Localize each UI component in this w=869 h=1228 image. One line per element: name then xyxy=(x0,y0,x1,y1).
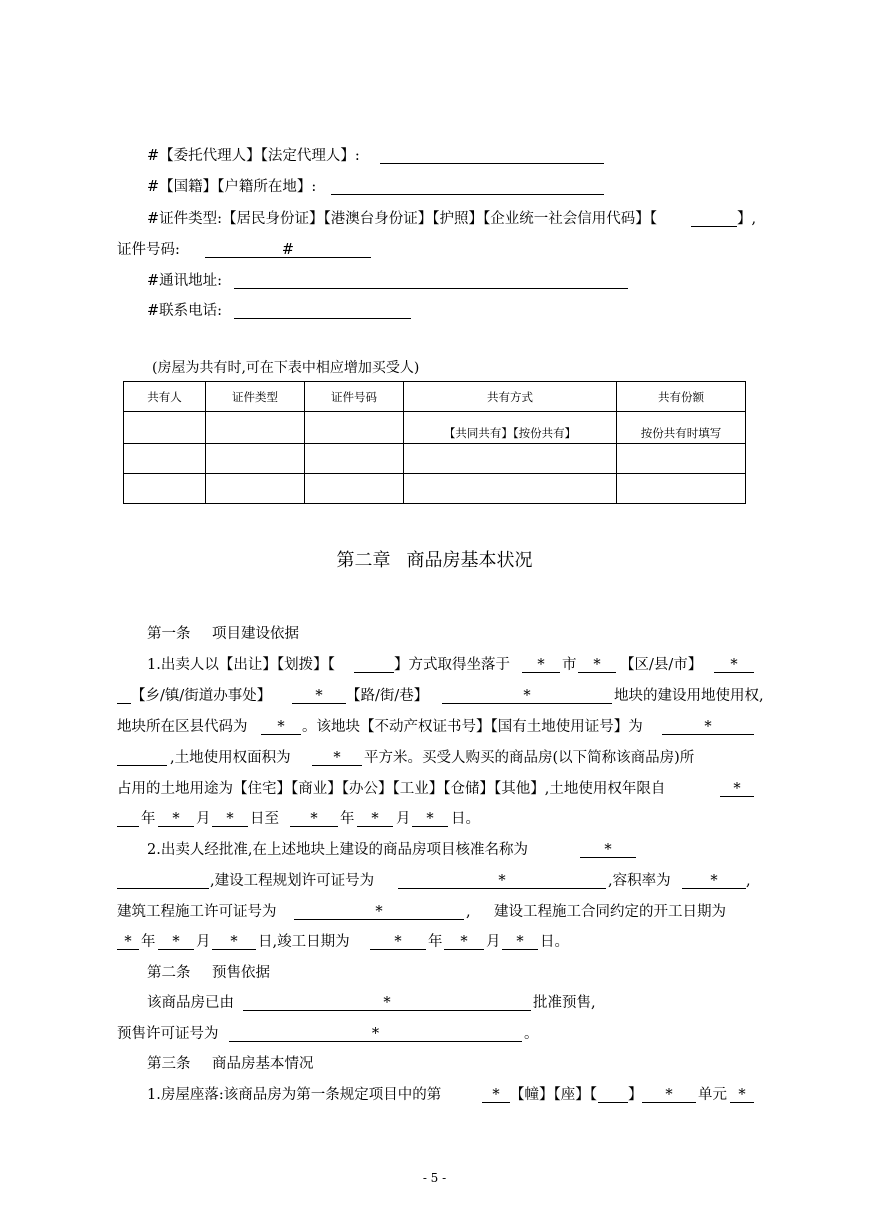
text: 占用的土地用途为【住宅】【商业】【办公】【工业】【仓储】【其他】,土地使用权年限自 xyxy=(117,781,666,797)
method-hint[interactable]: 【共同共有】【按份共有】 xyxy=(404,412,617,444)
col-method: 共有方式 xyxy=(404,382,617,412)
article-3-heading xyxy=(0,1051,869,1077)
text: 市 xyxy=(562,657,577,673)
agent-blank[interactable] xyxy=(380,143,604,164)
art1-p1-line1 xyxy=(0,652,869,678)
col-share: 共有份额 xyxy=(617,382,746,412)
asterisk: * xyxy=(310,811,318,827)
blank[interactable] xyxy=(158,929,194,950)
asterisk: * xyxy=(333,750,341,766)
id-type-close: 】, xyxy=(737,211,757,227)
blank[interactable] xyxy=(158,806,194,827)
blank[interactable] xyxy=(212,929,256,950)
blank[interactable] xyxy=(290,806,338,827)
address-label: #通讯地址: xyxy=(147,273,223,289)
text: 日。 xyxy=(540,934,569,950)
art1-p1-line5 xyxy=(0,776,869,802)
table-cell[interactable] xyxy=(206,444,305,474)
text: 单元 xyxy=(698,1087,727,1103)
table-header-row xyxy=(124,382,746,412)
chapter-heading xyxy=(0,548,869,574)
art1-p1-line4 xyxy=(0,745,869,771)
share-hint[interactable]: 按份共有时填写 xyxy=(617,412,746,444)
asterisk: * xyxy=(593,657,601,673)
text: 平方米。买受人购买的商品房(以下简称该商品房)所 xyxy=(364,750,695,766)
art1-p1-line3 xyxy=(0,714,869,740)
agent-line xyxy=(0,143,869,169)
art2-line2 xyxy=(0,1021,869,1047)
blank[interactable] xyxy=(444,929,484,950)
blank[interactable] xyxy=(578,652,616,673)
text: 日,竣工日期为 xyxy=(258,934,350,950)
article-title: 项目建设依据 xyxy=(212,626,299,642)
id-type-label: #证件类型:【居民身份证】【港澳台身份证】【护照】【企业统一社会信用代码】【 xyxy=(147,211,658,227)
table-cell[interactable] xyxy=(206,474,305,504)
blank[interactable] xyxy=(117,868,209,889)
page-number: - 5 - xyxy=(422,1171,447,1185)
nationality-blank[interactable] xyxy=(331,174,604,195)
asterisk: * xyxy=(498,873,506,889)
text: 1.出卖人以【出让】【划拨】【 xyxy=(147,657,335,673)
asterisk: * xyxy=(172,811,180,827)
id-number-line xyxy=(0,237,869,263)
blank[interactable] xyxy=(294,899,464,920)
article-number: 第二条 xyxy=(147,965,191,981)
blank[interactable] xyxy=(682,868,746,889)
asterisk: * xyxy=(738,1087,746,1103)
text: 【乡/镇/街道办事处】 xyxy=(131,688,272,704)
text: 年 xyxy=(141,811,156,827)
text: ,容积率为 xyxy=(608,873,671,889)
asterisk: * xyxy=(460,934,468,950)
article-title: 商品房基本情况 xyxy=(212,1056,314,1072)
blank[interactable] xyxy=(482,1082,510,1103)
blank[interactable] xyxy=(714,652,754,673)
text: 。该地块【不动产权证书号】【国有土地使用证号】为 xyxy=(302,719,643,735)
asterisk: * xyxy=(516,934,524,950)
id-number-blank[interactable] xyxy=(205,237,371,258)
text: 建筑工程施工许可证号为 xyxy=(117,904,277,920)
text: 1.房屋座落:该商品房为第一条规定项目中的第 xyxy=(147,1087,442,1103)
blank[interactable] xyxy=(502,929,538,950)
asterisk: * xyxy=(665,1087,673,1103)
blank[interactable] xyxy=(117,683,131,704)
table-cell[interactable] xyxy=(305,444,404,474)
asterisk: * xyxy=(523,688,531,704)
text: 该商品房已由 xyxy=(147,995,234,1011)
text: 2.出卖人经批准,在上述地块上建设的商品房项目核准名称为 xyxy=(147,842,528,858)
article-number: 第一条 xyxy=(147,626,191,642)
asterisk: * xyxy=(230,934,238,950)
table-cell[interactable] xyxy=(124,412,206,444)
table-cell[interactable] xyxy=(617,474,746,504)
id-number-label: 证件号码: xyxy=(117,242,180,258)
table-cell[interactable] xyxy=(206,412,305,444)
asterisk: * xyxy=(730,657,738,673)
asterisk: * xyxy=(537,657,545,673)
col-id-number: 证件号码 xyxy=(305,382,404,412)
text: 月 xyxy=(196,811,211,827)
agent-label: #【委托代理人】【法定代理人】: xyxy=(147,148,360,164)
co-owner-table xyxy=(123,381,746,504)
text: , xyxy=(466,904,471,920)
nationality-line xyxy=(0,174,869,200)
blank[interactable] xyxy=(212,806,248,827)
text: 月 xyxy=(486,934,501,950)
blank[interactable] xyxy=(720,776,754,797)
address-line xyxy=(0,268,869,294)
text: 预售许可证号为 xyxy=(117,1026,219,1042)
art1-p2-line3 xyxy=(0,899,869,925)
art1-p2-line2 xyxy=(0,868,869,894)
asterisk: * xyxy=(426,811,434,827)
text: 月 xyxy=(196,934,211,950)
text: 月 xyxy=(396,811,411,827)
asterisk: * xyxy=(371,811,379,827)
art1-p2-line4 xyxy=(0,929,869,955)
text: 批准预售, xyxy=(533,995,596,1011)
asterisk: * xyxy=(704,719,712,735)
asterisk: * xyxy=(733,781,741,797)
asterisk: * xyxy=(710,873,718,889)
table-cell[interactable] xyxy=(404,474,617,504)
asterisk: * xyxy=(124,934,132,950)
phone-label: #联系电话: xyxy=(147,303,223,319)
text: 日至 xyxy=(250,811,279,827)
col-id-type: 证件类型 xyxy=(206,382,305,412)
table-row xyxy=(124,412,746,444)
asterisk: * xyxy=(315,688,323,704)
phone-blank[interactable] xyxy=(234,298,411,319)
asterisk: * xyxy=(375,904,383,920)
article-title: 预售依据 xyxy=(212,965,270,981)
phone-line xyxy=(0,298,869,324)
id-type-other-blank[interactable] xyxy=(691,206,737,227)
id-number-mark: # xyxy=(281,242,295,258)
blank[interactable] xyxy=(580,837,636,858)
asterisk: * xyxy=(172,934,180,950)
blank[interactable] xyxy=(243,990,531,1011)
text: , xyxy=(746,873,751,889)
text: 地块所在区县代码为 xyxy=(117,719,248,735)
asterisk: * xyxy=(371,1026,380,1042)
nationality-label: #【国籍】【户籍所在地】: xyxy=(147,179,317,195)
id-type-line xyxy=(0,206,869,232)
text: 年 xyxy=(340,811,355,827)
blank[interactable] xyxy=(312,745,362,766)
art1-p1-line2 xyxy=(0,683,869,709)
asterisk: * xyxy=(492,1087,500,1103)
table-cell[interactable] xyxy=(404,444,617,474)
blank[interactable] xyxy=(442,683,612,704)
blank[interactable] xyxy=(730,1082,754,1103)
text: 建设工程施工合同约定的开工日期为 xyxy=(494,904,726,920)
blank[interactable] xyxy=(642,1082,696,1103)
text: 。 xyxy=(524,1026,539,1042)
article-2-heading xyxy=(0,960,869,986)
table-cell[interactable] xyxy=(617,444,746,474)
art3-line1 xyxy=(0,1082,869,1108)
blank[interactable] xyxy=(370,929,426,950)
col-owner: 共有人 xyxy=(124,382,206,412)
blank[interactable] xyxy=(598,1082,628,1103)
address-blank[interactable] xyxy=(234,268,628,289)
blank[interactable] xyxy=(229,1021,522,1042)
article-number: 第三条 xyxy=(147,1056,191,1072)
chapter-number: 第二章 xyxy=(336,550,391,571)
blank[interactable] xyxy=(398,868,606,889)
table-cell[interactable] xyxy=(305,412,404,444)
text: ,土地使用权面积为 xyxy=(170,750,291,766)
blank[interactable] xyxy=(292,683,346,704)
text: 【路/街/巷】 xyxy=(346,688,429,704)
blank[interactable] xyxy=(261,714,301,735)
text: 地块的建设用地使用权, xyxy=(614,688,764,704)
article-1-heading xyxy=(0,621,869,647)
blank[interactable] xyxy=(522,652,560,673)
table-caption: (房屋为共有时,可在下表中相应增加买受人) xyxy=(152,360,420,376)
asterisk: * xyxy=(394,934,402,950)
art2-line1 xyxy=(0,990,869,1016)
table-cell[interactable] xyxy=(124,474,206,504)
text: 【幢】【座】【 xyxy=(510,1087,597,1103)
table-cell[interactable] xyxy=(305,474,404,504)
blank[interactable] xyxy=(412,806,448,827)
asterisk: * xyxy=(277,719,285,735)
art1-p1-line6 xyxy=(0,806,869,832)
asterisk: * xyxy=(383,995,391,1011)
table-row xyxy=(124,444,746,474)
asterisk: * xyxy=(226,811,234,827)
chapter-title: 商品房基本状况 xyxy=(406,550,533,571)
text: 年 xyxy=(141,934,156,950)
text: 】 xyxy=(628,1087,643,1103)
table-cell[interactable] xyxy=(124,444,206,474)
blank[interactable] xyxy=(354,652,394,673)
text: 年 xyxy=(428,934,443,950)
text: 【区/县/市】 xyxy=(620,657,703,673)
table-row xyxy=(124,474,746,504)
blank[interactable] xyxy=(357,806,393,827)
blank[interactable] xyxy=(117,929,139,950)
blank[interactable] xyxy=(117,745,167,766)
text: 日。 xyxy=(451,811,480,827)
blank[interactable] xyxy=(662,714,754,735)
text: ,建设工程规划许可证号为 xyxy=(210,873,375,889)
blank[interactable] xyxy=(117,806,139,827)
text: 】方式取得坐落于 xyxy=(394,657,510,673)
asterisk: * xyxy=(604,842,612,858)
art1-p2-line1 xyxy=(0,837,869,863)
